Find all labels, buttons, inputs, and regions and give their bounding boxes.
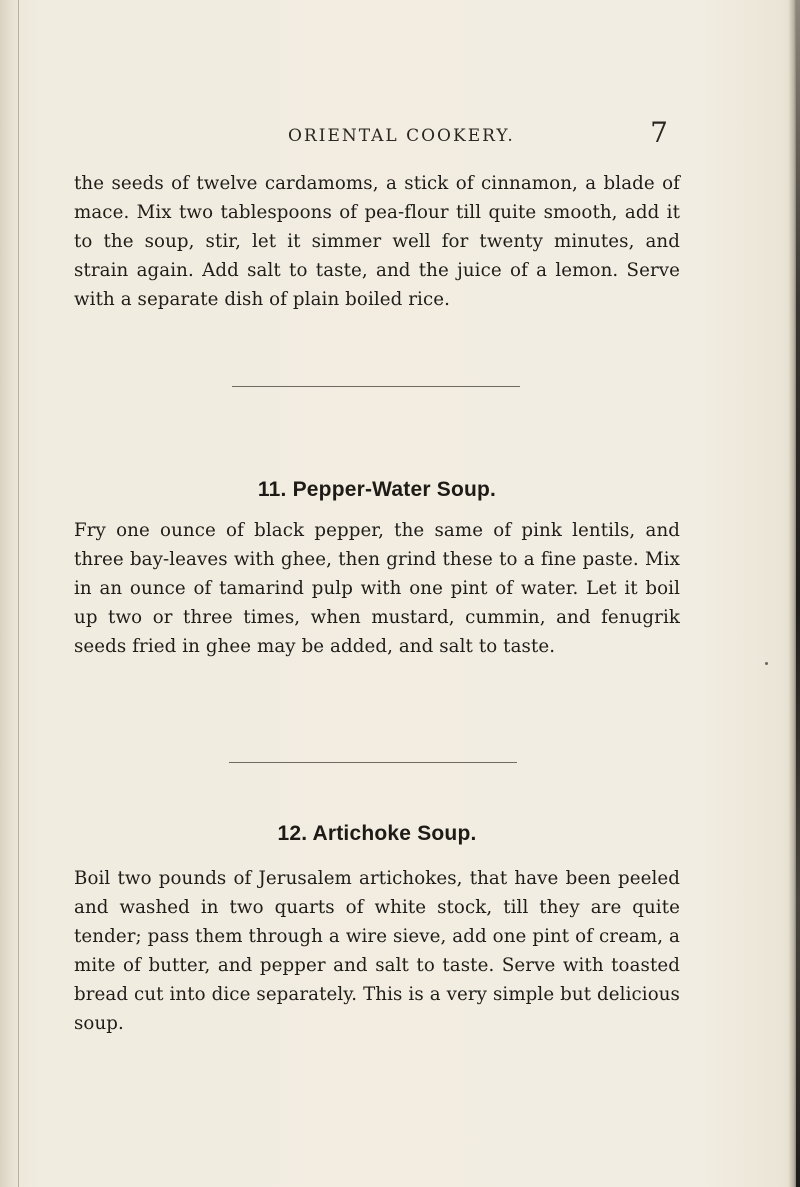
recipe-heading-artichoke-soup: 12. Artichoke Soup. — [277, 822, 477, 845]
paper-speck — [765, 662, 768, 665]
recipe-heading-pepper-water-soup: 11. Pepper-Water Soup. — [257, 478, 497, 501]
section-divider — [229, 762, 517, 763]
page-number: 7 — [650, 116, 668, 149]
page-gutter — [0, 0, 22, 1187]
recipe-text-pepper-water-soup: Fry one ounce of black pepper, the same of pink lentils, and three bay-leaves with ghee, then grind these to a fine paste. Mix in an ounce of tamarind pulp with one pint of water. Let it boil up two or three times, when mustard, cummin, and fenugrik seeds fried in ghee may be added, and salt to taste. — [74, 520, 680, 657]
paragraph-continued: the seeds of twelve cardamoms, a stick of cinnamon, a blade of mace. Mix two tablespoons of pea-flour till quite smooth, add it to the soup, stir, let it simmer well for twenty minutes, and strain again. Add salt to taste, and the juice of a lemon. Serve with a separate dish of plain boiled rice. — [74, 173, 680, 310]
running-head — [70, 116, 680, 152]
page-edge — [788, 0, 800, 1187]
running-title: ORIENTAL COOKERY. — [288, 126, 515, 146]
recipe-text-artichoke-soup: Boil two pounds of Jerusalem artichokes, that have been peeled and washed in two quarts of white stock, till they are quite tender; pass them through a wire sieve, add one pint of cream, a mite of butter, and pepper and salt to taste. Serve with toasted bread cut into dice separately. This is a very simple but delicious soup. — [74, 868, 680, 1034]
section-divider — [232, 386, 520, 387]
